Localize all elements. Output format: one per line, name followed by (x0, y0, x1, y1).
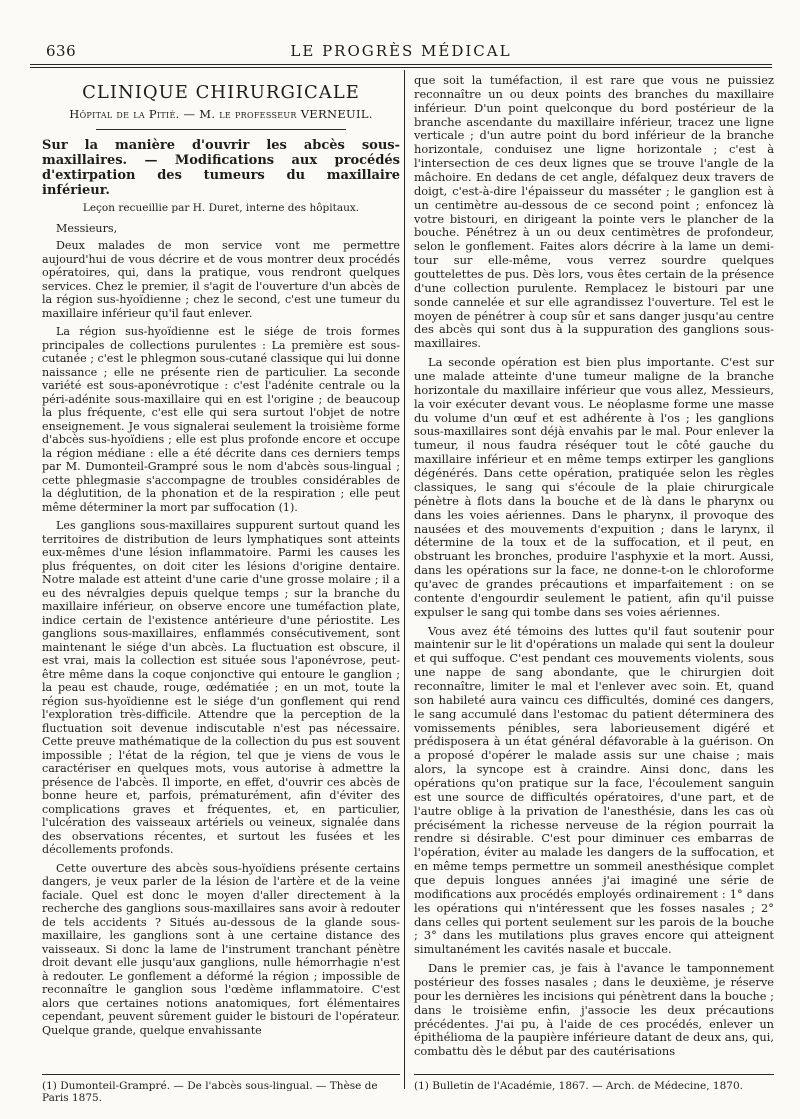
left-column (42, 74, 400, 1042)
page-number: 636 (46, 42, 77, 60)
article-title: Sur la manière d'ouvrir les abcès sous-maxillaires. — Modifications aux procédés d'extirpation des tumeurs du maxillaire inférieur. (42, 138, 400, 198)
paragraph: Deux malades de mon service vont me permettre aujourd'hui de vous décrire et de vous montrer deux procédés opératoires, qui, dans la pratique, vous rendront quelques services. Chez le premier, il s'agit de l'ouverture d'un abcès de la région sus-hyoïdienne ; chez le second, c'est une tumeur du maxillaire inférieur qu'il faut enlever. (42, 239, 400, 320)
paragraph: que soit la tuméfaction, il est rare que vous ne puissiez reconnaître un ou deux points des branches du maxillaire inférieur. D'un point quelconque du bord postérieur de la branche ascendante du maxillaire inférieur, tracez une ligne verticale ; d'un autre point du bord inférieur de la branche horizontale, conduisez une ligne horizontale ; c'est à l'intersection de ces deux lignes que se trouve l'angle de la mâchoire. En dedans de cet angle, défalquez deux travers de doigt, c'est-à-dire l'épaisseur du masséter ; le ganglion est à un centimètre au-dessous de ce second point ; enfoncez là votre bistouri, en dirigeant la pointe vers le plancher de la bouche. Pénétrez à un ou deux centimètres de profondeur, selon le gonflement. Faites alors décrire à la lame un demi-tour sur elle-même, vous verrez sourdre quelques gouttelettes de pus. Dès lors, vous êtes certain de la présence d'une collection purulente. Remplacez le bistouri par une sonde cannelée et sur elle agrandissez l'ouverture. Tel est le moyen de pénétrer à coup sûr et sans danger jusqu'au centre des abcès qui sont dus à la suppuration des ganglions sous-maxillaires. (414, 73, 774, 351)
journal-title: LE PROGRÈS MÉDICAL (290, 42, 512, 60)
paragraph: La région sus-hyoïdienne est le siége de trois formes principales de collections purulentes : La première est sous-cutanée ; c'est le phlegmon sous-cutané classique qui lui donne naissance ; elle ne présente rien de particulier. La seconde variété est sous-aponévrotique : c'est l'adénite centrale ou la péri-adénite sous-maxillaire qui en est l'origine ; de beaucoup la plus fréquente, c'est elle qui sera surtout l'objet de notre enseignement. Je vous signalerai seulement la troisième forme d'abcès sus-hyoïdiens ; elle est plus profonde encore et occupe la région médiane : elle a été décrite dans ces derniers temps par M. Dumonteil-Grampré sous le nom d'abcès sous-lingual ; cette phlegmasie s'accompagne de troubles considérables de la déglutition, de la phonation et de la respiration ; elle peut même déterminer la mort par suffocation (1). (42, 325, 400, 514)
paragraph: Vous avez été témoins des luttes qu'il faut soutenir pour maintenir sur le lit d'opérations un malade qui sent la douleur et qui suffoque. C'est pendant ces mouvements violents, sous une nappe de sang abondante, que le chirurgien doit reconnaître, limiter le mal et l'enlever avec soin. Et, quand son habileté aura vaincu ces difficultés, dominé ces dangers, le sang accumulé dans l'estomac du patient déterminera des vomissements pénibles, sera laborieusement digéré et prédisposera à un état général défavorable à la guérison. On a proposé d'opérer le malade assis sur une chaise ; mais alors, la syncope est à craindre. Ainsi donc, dans les opérations qu'on pratique sur la face, l'écoulement sanguin est une source de difficultés opératoires, d'une part, et de l'autre oblige à la privation de l'anesthésie, dans les cas où précisément la richesse nerveuse de la région pourrait la rendre si désirable. C'est pour diminuer ces embarras de l'opération, éviter au malade les dangers de la suffocation, et en même temps permettre un sommeil anesthésique complet que depuis longues années j'ai imaginé une série de modifications aux procédés employés ordinairement : 1° dans les opérations qui n'intéressent que les fosses nasales ; 2° dans celles qui portent seulement sur les parois de la bouche ; 3° dans les mutilations plus graves encore qui atteignent simultanément les cavités nasale et buccale. (414, 623, 774, 957)
footnote-right: (1) Bulletin de l'Académie, 1867. — Arch. de Médecine, 1870. (414, 1080, 743, 1092)
salutation: Messieurs, (56, 221, 118, 235)
paragraph: La seconde opération est bien plus importante. C'est sur une malade atteinte d'une tumeur maligne de la branche horizontale du maxillaire inférieur que vous allez, Messieurs, la voir exécuter devant vous. Le néoplasme forme une masse du volume d'un œuf et est adhérente à l'os ; les ganglions sous-maxillaires sont déjà envahis par le mal. Pour enlever la tumeur, il nous faudra réséquer tout le côté gauche du maxillaire inférieur et en même temps extirper les ganglions dégénérés. Dans cette opération, pratiquée selon les règles classiques, le sang qui s'écoule de la plaie chirurgicale pénètre à flots dans la bouche et de là dans le pharynx ou dans les voies aériennes. Dans le pharynx, il provoque des nausées et des mouvements d'expuition ; dans le larynx, il détermine de la toux et de la suffocation, et il peut, en obstruant les bronches, produire l'asphyxie et la mort. Aussi, dans les opérations sur la face, ne donne-t-on le chloroforme qu'avec de grandes précautions et imparfaitement : on se contente d'engourdir seulement le patient, afin qu'il puisse expulser le sang qui tombe dans ses voies aériennes. (414, 355, 774, 619)
footnote-left: (1) Dumonteil-Grampré. — De l'abcès sous-lingual. — Thèse de Paris 1875. (42, 1080, 378, 1104)
footnote-rule-right (414, 1074, 774, 1075)
footnote-rule-left (42, 1074, 400, 1075)
paragraph: Cette ouverture des abcès sous-hyoïdiens présente certains dangers, je veux parler de la lésion de l'artère et de la veine faciale. Quel est donc le moyen d'aller directement à la recherche des ganglions sous-maxillaires sans avoir à redouter de tels accidents ? Situés au-dessous de la glande sous-maxillaire, les ganglions sont à une certaine distance des vaisseaux. Si donc la lame de l'instrument tranchant pénètre droit devant elle jusqu'aux ganglions, nulle hémorrhagie n'est à redouter. Le gonflement a déformé la région ; impossible de reconnaître le ganglion sous l'œdème inflammatoire. C'est alors que certaines notions anatomiques, fort élémentaires cependant, peuvent sûrement guider le bistouri de l'opérateur. Quelque grande, quelque envahissante (42, 861, 400, 1037)
paragraph: Dans le premier cas, je fais à l'avance le tamponnement postérieur des fosses nasales ; dans le deuxième, je réserve pour les dernières les incisions qui pénètrent dans la bouche ; dans le troisième enfin, j'associe les deux précautions précédentes. J'ai pu, à l'aide de ces procédés, enlever un épithélioma de la paupière inférieure datant de deux ans, qui, combattu dès le début par des cautérisations (414, 961, 774, 1059)
paragraph: Les ganglions sous-maxillaires suppurent surtout quand les territoires de distribution de leurs lymphatiques sont atteints eux-mêmes d'une lésion inflammatoire. Parmi les causes les plus fréquentes, on doit citer les lésions d'origine dentaire. Notre malade est atteint d'une carie d'une grosse molaire ; il a eu des névralgies depuis quelque temps ; sur la branche du maxillaire inférieur, on observe encore une tuméfaction plate, indice certain de l'existence antérieure d'une périostite. Les ganglions sous-maxillaires, enflammés consécutivement, sont maintenant le siége d'un abcès. La fluctuation est obscure, il est vrai, mais la collection est située sous l'aponévrose, peut-être même dans la coque conjonctive qui entoure le ganglion ; la peau est chaude, rouge, œdématiée ; en un mot, toute la région sus-hyoïdienne est le siége d'un gonflement qui rend l'exploration très-difficile. Attendre que la perception de la fluctuation soit devenue indiscutable n'est pas nécessaire. Cette preuve mathématique de la collection du pus est souvent impossible ; l'état de la région, tel que je viens de vous le caractériser en quelques mots, vous autorise à admettre la présence de l'abcès. Il importe, en effet, d'ouvrir ces abcès de bonne heure et, parfois, prématurément, afin d'éviter des complications graves et fréquentes, et, en particulier, l'ulcération des vaisseaux artériels ou veineux, signalée dans des observations récentes, et surtout les fusées et les décollements profonds. (42, 519, 400, 856)
hospital-line: Hôpital de la Pitié. — M. le professeur VERNEUIL. (69, 106, 373, 121)
section-title: CLINIQUE CHIRURGICALE (82, 82, 360, 103)
header-rule (30, 64, 772, 65)
title-rule (96, 129, 347, 130)
header-rule-thin (30, 67, 772, 68)
page-header (30, 42, 772, 64)
lecture-credit: Leçon recueillie par H. Duret, interne des hôpitaux. (82, 202, 360, 214)
column-divider (404, 70, 405, 1089)
right-column (414, 74, 774, 1064)
